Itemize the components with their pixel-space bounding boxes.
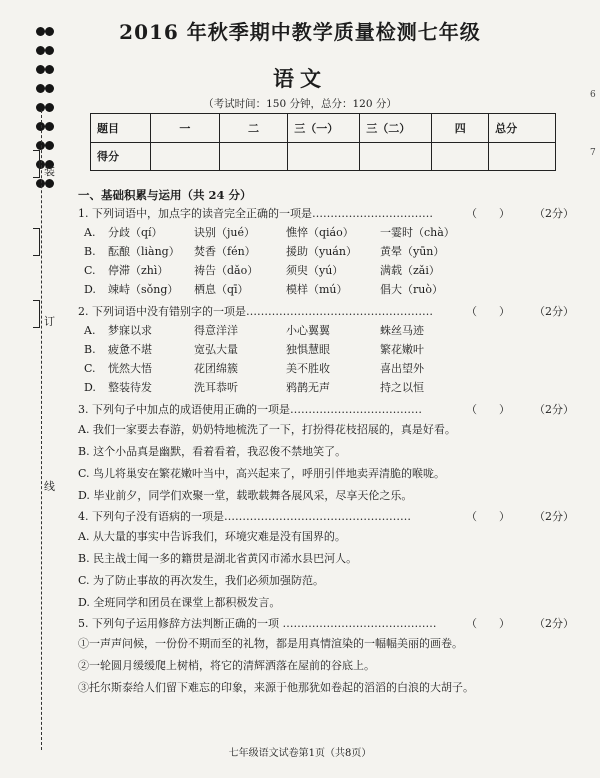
score-input-cell[interactable] xyxy=(432,142,489,171)
option-word: 恍然大悟 xyxy=(108,362,152,375)
margin-label-xian: 线 xyxy=(44,480,55,493)
sentence-option: A. 我们一家要去春游，奶奶特地梳洗了一下，打扮得花枝招展的，真是好看。 xyxy=(78,423,456,436)
option-word: 酝酿（liàng） xyxy=(108,245,180,258)
question-score: （2分） xyxy=(534,305,574,318)
option-word: 喜出望外 xyxy=(380,362,424,375)
option-word: 诀别（jué） xyxy=(194,226,256,239)
section-basic xyxy=(78,186,578,699)
score-table xyxy=(90,113,556,171)
margin-bracket xyxy=(33,228,40,256)
option-letter: B. xyxy=(84,245,96,258)
option-word: 一霎时（chà） xyxy=(380,226,455,239)
option-row xyxy=(78,261,578,280)
sentence-option: B. 民主战士闻一多的籍贯是湖北省黄冈市浠水县巴河人。 xyxy=(78,552,358,565)
option-word: 满载（zǎi） xyxy=(380,264,440,277)
exam-time-info: （考试时间：150 分钟，总分：120 分） xyxy=(203,98,397,110)
question-1 xyxy=(78,204,578,223)
option-letter: C. xyxy=(84,362,96,375)
sentence-option: ②一轮圆月缓缓爬上树梢，将它的清辉洒落在屋前的谷底上。 xyxy=(78,659,375,672)
score-input-cell[interactable] xyxy=(219,142,288,171)
sentence-option: A. 从大量的事实中告诉我们，环境灾难是没有国界的。 xyxy=(78,530,346,543)
score-cell: 四 xyxy=(432,114,489,143)
margin-bracket xyxy=(33,150,40,178)
option-letter: B. xyxy=(84,343,96,356)
option-word: 花团绵簇 xyxy=(194,362,238,375)
question-5 xyxy=(78,614,578,633)
option-word: 宽弘大量 xyxy=(194,343,238,356)
score-cell: 三（一） xyxy=(288,114,360,143)
sentence-option: ③托尔斯泰给人们留下难忘的印象，来源于他那犹如卷起的滔滔的白浪的大胡子。 xyxy=(78,681,474,694)
sentence-option: B. 这个小品真是幽默，看着看着，我忍俊不禁地笑了。 xyxy=(78,445,347,458)
right-edge-mark: 6 xyxy=(590,90,596,100)
option-word: 援助（yuán） xyxy=(286,245,357,258)
binding-dash-line xyxy=(41,110,42,750)
option-row xyxy=(78,378,578,397)
answer-blank[interactable]: （ ） xyxy=(466,207,510,220)
question-score: （2分） xyxy=(534,617,574,630)
question-score: （2分） xyxy=(534,403,574,416)
exam-subject: 语文 xyxy=(273,66,327,91)
option-word: 栖息（qī） xyxy=(194,283,249,296)
margin-bracket xyxy=(33,300,40,328)
score-cell: 二 xyxy=(219,114,288,143)
section-title: 一、基础积累与运用（共 24 分） xyxy=(78,188,252,202)
sentence-option: D. 全班同学和团员在课堂上都积极发言。 xyxy=(78,596,281,609)
page-footer: 七年级语文试卷第1页（共8页） xyxy=(228,748,372,759)
answer-blank[interactable]: （ ） xyxy=(466,510,510,523)
question-stem: 4. 下列句子没有语病的一项是…………………………………………… xyxy=(78,510,411,523)
sentence-option: C. 为了防止事故的再次发生，我们必须加强防范。 xyxy=(78,574,325,587)
answer-blank[interactable]: （ ） xyxy=(466,617,510,630)
answer-blank[interactable]: （ ） xyxy=(466,403,510,416)
score-cell: 总分 xyxy=(489,114,556,143)
score-input-cell[interactable] xyxy=(288,142,360,171)
exam-title: 2016 年秋季期中教学质量检测七年级 xyxy=(119,20,481,44)
option-letter: A. xyxy=(84,226,96,239)
option-word: 持之以恒 xyxy=(380,381,424,394)
option-word: 分歧（qí） xyxy=(108,226,163,239)
score-table-score-row xyxy=(91,142,556,171)
score-input-cell[interactable] xyxy=(151,142,220,171)
option-row xyxy=(78,340,578,359)
score-cell: 得分 xyxy=(91,142,151,171)
option-word: 蛛丝马迹 xyxy=(380,324,424,337)
option-word: 得意洋洋 xyxy=(194,324,238,337)
score-cell: 三（二） xyxy=(360,114,432,143)
option-word: 疲惫不堪 xyxy=(108,343,152,356)
score-cell: 题目 xyxy=(91,114,151,143)
option-word: 鸦鹊无声 xyxy=(286,381,330,394)
answer-blank[interactable]: （ ） xyxy=(466,305,510,318)
option-letter: C. xyxy=(84,264,96,277)
margin-label-zhuang: 装 xyxy=(44,165,55,178)
option-row xyxy=(78,223,578,242)
score-input-cell[interactable] xyxy=(489,142,556,171)
sentence-option: D. 毕业前夕，同学们欢聚一堂，载歌载舞各展风采，尽享天伦之乐。 xyxy=(78,489,413,502)
score-cell: 一 xyxy=(151,114,220,143)
option-word: 繁花嫩叶 xyxy=(380,343,424,356)
question-3 xyxy=(78,400,578,419)
question-4 xyxy=(78,507,578,526)
option-row xyxy=(78,359,578,378)
question-stem: 3. 下列句子中加点的成语使用正确的一项是……………………………… xyxy=(78,403,422,416)
option-word: 整装待发 xyxy=(108,381,152,394)
question-stem: 1. 下列词语中，加点字的读音完全正确的一项是…………………………… xyxy=(78,207,433,220)
option-letter: D. xyxy=(84,381,96,394)
margin-label-ding: 订 xyxy=(44,315,55,328)
option-word: 模样（mú） xyxy=(286,283,348,296)
score-table-header-row xyxy=(91,114,556,143)
option-word: 停滞（zhì） xyxy=(108,264,169,277)
option-letter: D. xyxy=(84,283,96,296)
option-word: 独惧慧眼 xyxy=(286,343,330,356)
option-word: 梦寐以求 xyxy=(108,324,152,337)
option-word: 小心翼翼 xyxy=(286,324,330,337)
option-word: 焚香（fén） xyxy=(194,245,256,258)
option-word: 黄晕（yūn） xyxy=(380,245,445,258)
right-edge-mark: 7 xyxy=(590,148,596,158)
question-stem: 2. 下列词语中没有错别字的一项是…………………………………………… xyxy=(78,305,433,318)
option-word: 洗耳恭听 xyxy=(194,381,238,394)
score-input-cell[interactable] xyxy=(360,142,432,171)
option-row xyxy=(78,321,578,340)
option-word: 祷告（dǎo） xyxy=(194,264,259,277)
question-2 xyxy=(78,302,578,321)
sentence-option: C. 鸟儿将巢安在繁花嫩叶当中，高兴起来了，呼朋引伴地卖弄清脆的喉咙。 xyxy=(78,467,446,480)
option-word: 须臾（yú） xyxy=(286,264,344,277)
option-row xyxy=(78,280,578,299)
option-word: 倡大（ruò） xyxy=(380,283,443,296)
question-score: （2分） xyxy=(534,207,574,220)
option-word: 竦峙（sǒng） xyxy=(108,283,179,296)
option-word: 憔悴（qiáo） xyxy=(286,226,354,239)
option-word: 美不胜收 xyxy=(286,362,330,375)
question-stem: 5. 下列句子运用修辞方法判断正确的一项 …………………………………… xyxy=(78,617,437,630)
question-score: （2分） xyxy=(534,510,574,523)
sentence-option: ①一声声问候，一份份不期而至的礼物，都是用真情渲染的一幅幅美丽的画卷。 xyxy=(78,637,463,650)
option-row xyxy=(78,242,578,261)
option-letter: A. xyxy=(84,324,96,337)
